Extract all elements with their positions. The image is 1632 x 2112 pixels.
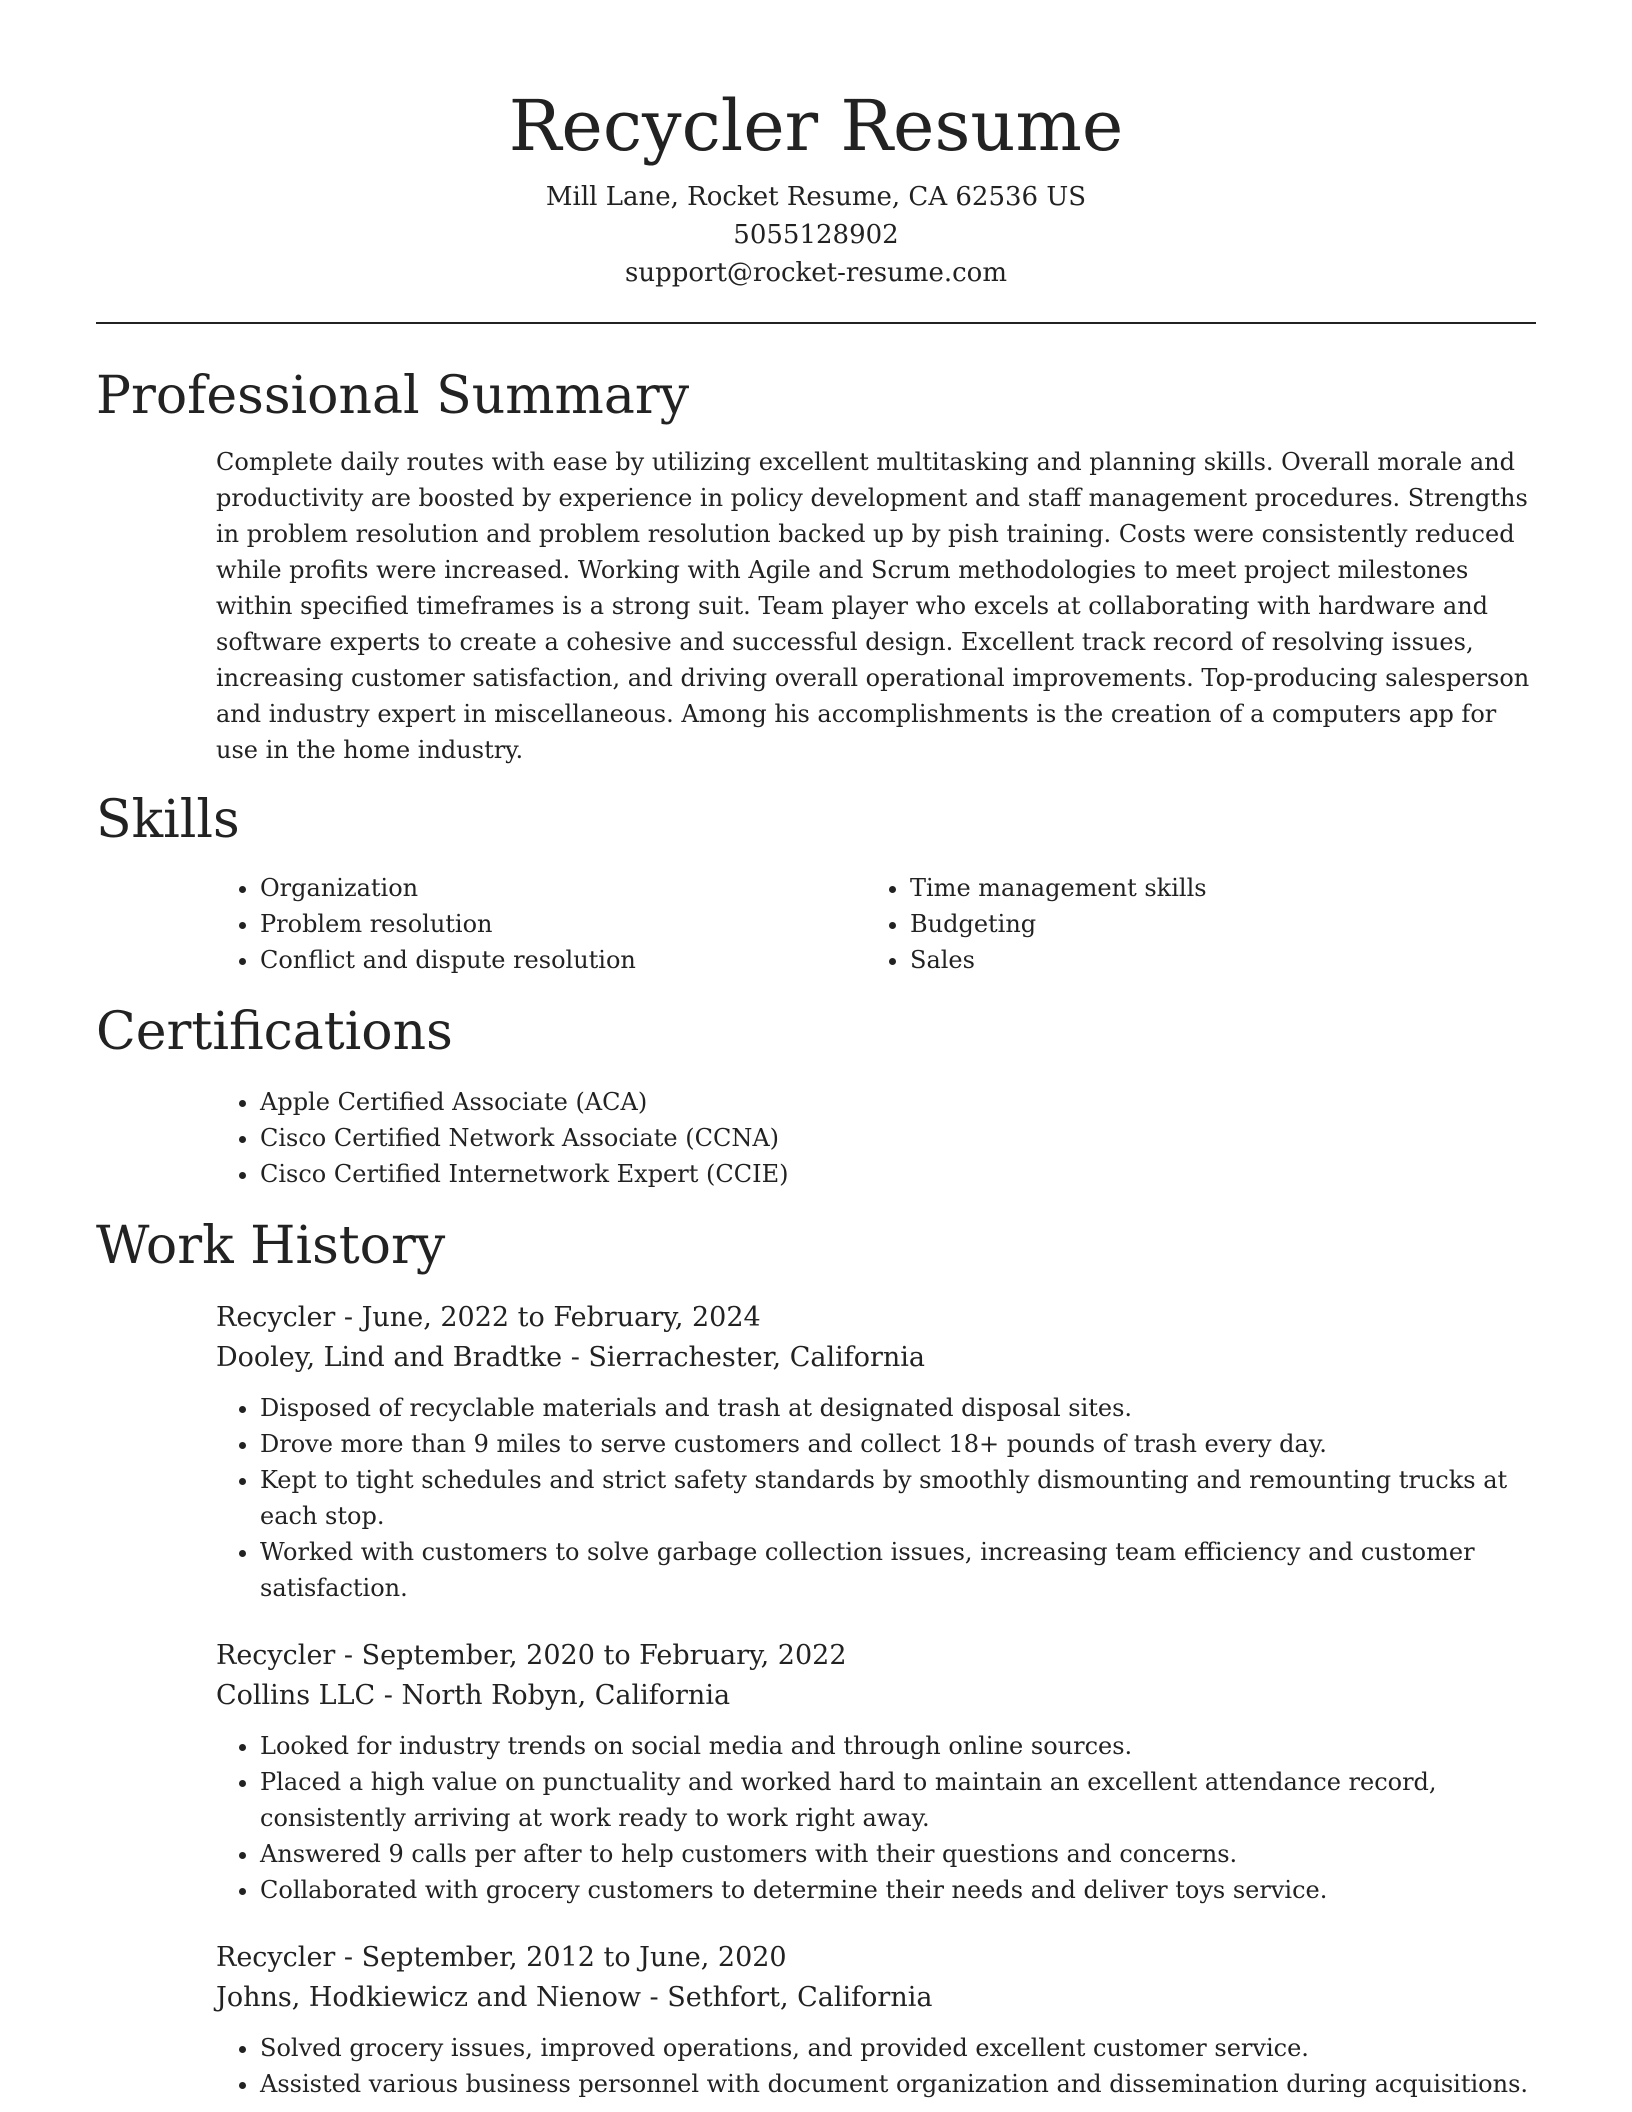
- job-employer: [216, 1978, 1536, 2018]
- job-bullet: • Answered 9 calls per after to help customers with their questions and concerns.: [260, 1836, 1536, 1872]
- skill-item: • Problem resolution: [260, 906, 866, 942]
- job-company: Collins LLC: [216, 1680, 376, 1711]
- job-bullet: • Kept to tight schedules and strict safety standards by smoothly dismounting and remounting trucks at each stop.: [260, 1462, 1536, 1534]
- certification-item: • Cisco Certified Internetwork Expert (CCIE): [260, 1156, 1536, 1192]
- skill-item: • Conflict and dispute resolution: [260, 942, 866, 978]
- email: support@rocket-resume.com: [624, 258, 1007, 288]
- skill-item: • Sales: [910, 942, 1516, 978]
- job-bullet: • Worked with customers to solve garbage collection issues, increasing team efficiency and customer satisfaction.: [260, 1534, 1536, 1606]
- job-bullets: [216, 1390, 1536, 1606]
- job-employer: [216, 1676, 1536, 1716]
- job-employer: [216, 1338, 1536, 1378]
- skills-column-right: [866, 870, 1516, 978]
- job-entry: [216, 1938, 1536, 2102]
- address: Mill Lane, Rocket Resume, CA 62536 US: [545, 182, 1087, 212]
- job-role-dates: Recycler - September, 2012 to June, 2020: [216, 1942, 787, 1973]
- job-bullet: • Collaborated with grocery customers to determine their needs and deliver toys service.: [260, 1872, 1536, 1908]
- summary-heading: Professional Summary: [96, 366, 690, 426]
- resume-page: [96, 0, 1536, 2102]
- certification-item: • Apple Certified Associate (ACA): [260, 1084, 1536, 1120]
- resume-name: Recycler Resume: [508, 85, 1124, 167]
- phone: 5055128902: [733, 220, 899, 250]
- job-role-dates: Recycler - June, 2022 to February, 2024: [216, 1302, 761, 1333]
- certification-item: • Cisco Certified Network Associate (CCNA): [260, 1120, 1536, 1156]
- job-role-dates: Recycler - September, 2020 to February, 2022: [216, 1640, 847, 1671]
- work-history-heading: Work History: [96, 1216, 446, 1276]
- skills-list: [216, 870, 1536, 978]
- job-bullets: [216, 2030, 1536, 2102]
- job-bullet: • Looked for industry trends on social media and through online sources.: [260, 1728, 1536, 1764]
- skill-item: • Organization: [260, 870, 866, 906]
- resume-header: [96, 84, 1536, 292]
- job-bullet: • Placed a high value on punctuality and worked hard to maintain an excellent attendance record, consistently arriving at work ready to work right away.: [260, 1764, 1536, 1836]
- skill-item: • Budgeting: [910, 906, 1516, 942]
- skills-heading: Skills: [96, 790, 240, 850]
- certifications-list: [216, 1084, 1536, 1192]
- job-bullet: • Assisted various business personnel with document organization and dissemination during acquisitions.: [260, 2066, 1536, 2102]
- job-company: Dooley, Lind and Bradtke: [216, 1342, 563, 1373]
- job-bullet: • Drove more than 9 miles to serve customers and collect 18+ pounds of trash every day.: [260, 1426, 1536, 1462]
- certifications-heading: Certifications: [96, 1002, 453, 1062]
- summary-text: Complete daily routes with ease by utilizing excellent multitasking and planning skills. Overall morale and productivity are boosted by experience in policy development and staff management procedures. Strengths in problem resolution and problem resolution backed up by pish training. Costs were consistently reduced while profits were increased. Working with Agile and Scrum methodologies to meet project milestones within specified timeframes is a strong suit. Team player who excels at collaborating with hardware and software experts to create a cohesive and successful design. Excellent track record of resolving issues, increasing customer satisfaction, and driving overall operational improvements. Top-producing salesperson and industry expert in miscellaneous. Among his accomplishments is the creation of a computers app for use in the home industry.: [216, 448, 1530, 764]
- job-location: - Sierrachester, California: [562, 1342, 926, 1373]
- contact-block: [96, 178, 1536, 292]
- job-location: - North Robyn, California: [375, 1680, 731, 1711]
- job-location: - Sethfort, California: [640, 1982, 933, 2013]
- skills-column-left: [216, 870, 866, 978]
- job-bullet: • Disposed of recyclable materials and trash at designated disposal sites.: [260, 1390, 1536, 1426]
- job-bullets: [216, 1728, 1536, 1908]
- job-entry: [216, 1636, 1536, 1908]
- job-bullet: • Solved grocery issues, improved operations, and provided excellent customer service.: [260, 2030, 1536, 2066]
- job-entry: [216, 1298, 1536, 1606]
- skill-item: • Time management skills: [910, 870, 1516, 906]
- header-divider: [96, 322, 1536, 324]
- job-company: Johns, Hodkiewicz and Nienow: [216, 1982, 641, 2013]
